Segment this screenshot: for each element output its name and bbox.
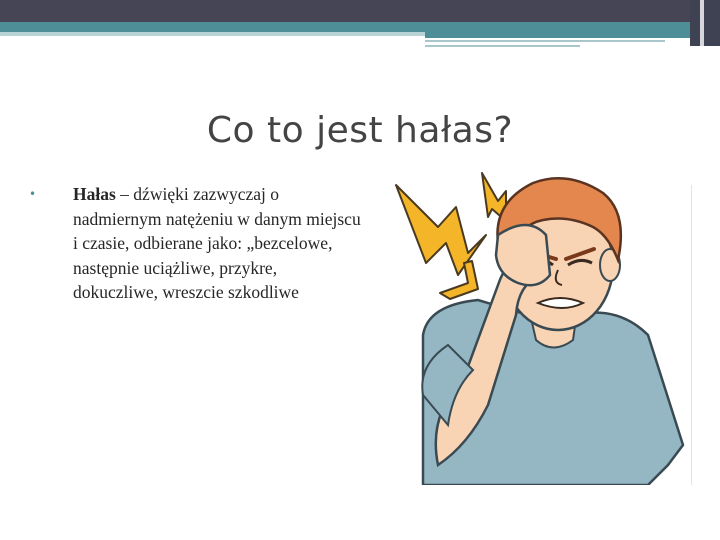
slide-title-text: Co to jest hałas? <box>206 110 514 151</box>
bullet-list <box>29 182 362 305</box>
headache-man-icon <box>368 165 698 485</box>
header-bar-teal-right <box>425 32 690 38</box>
header-vertical-accent <box>700 0 704 46</box>
header-bar-dark <box>0 0 720 22</box>
header-bar-teal <box>0 22 690 32</box>
bullet-dot-icon: • <box>29 187 37 201</box>
bullet-dash: – <box>115 184 134 204</box>
header-corner-block <box>690 0 720 46</box>
bullet-term: Hałas <box>73 184 116 204</box>
bullet-definition: dźwięki zazwyczaj o nadmiernym natężeniu w danym miejscu i czasie, odbierane jako: „bezcelowe, następnie uciążliwe, przykre, dokuczliwe, wreszcie szkodliwe <box>73 184 361 302</box>
slide-title <box>0 110 720 151</box>
header-bar-teal-thin <box>0 32 425 36</box>
header-line-1 <box>425 40 665 42</box>
bullet-item <box>52 182 362 305</box>
header-line-2 <box>425 45 580 47</box>
